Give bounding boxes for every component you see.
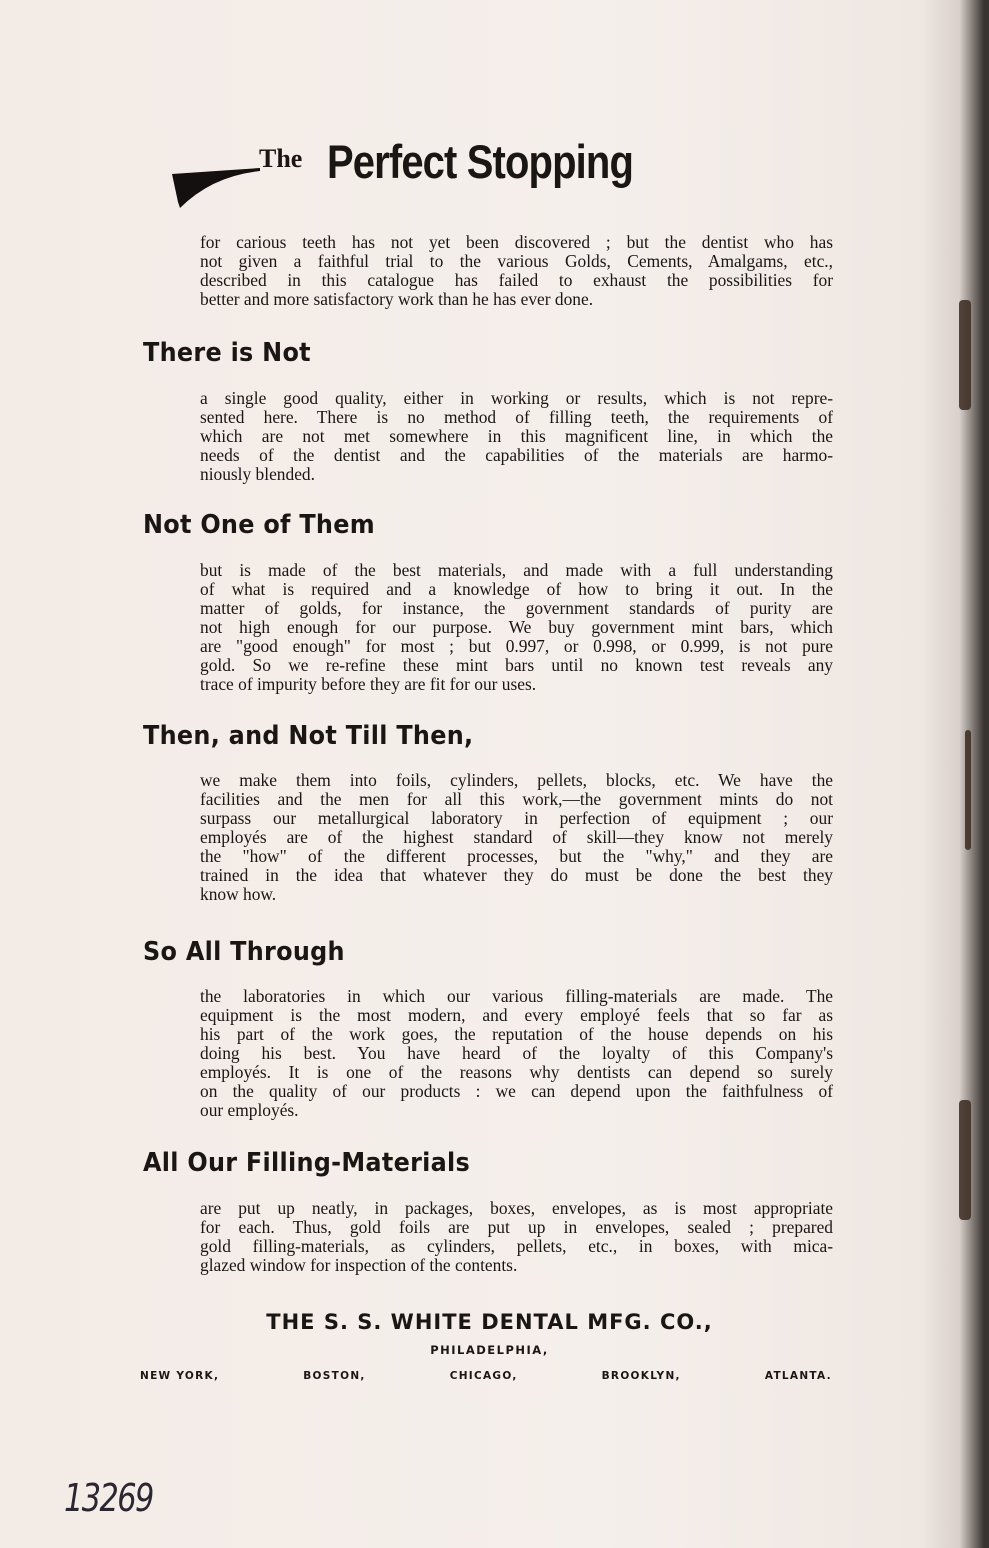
text-line: needs of the dentist and the capabilities of the materials are harmo- — [200, 445, 833, 465]
section-heading: So All Through — [143, 937, 345, 967]
section-paragraph — [200, 389, 833, 484]
text-line: gold filling-materials, as cylinders, pellets, etc., in boxes, with mica- — [200, 1236, 833, 1256]
section-heading: Then, and Not Till Then, — [143, 721, 474, 751]
city: NEW YORK, — [140, 1370, 220, 1382]
text-line: glazed window for inspection of the contents. — [200, 1255, 518, 1275]
text-line: are "good enough" for most ; but 0.997, or 0.998, or 0.999, is not pure — [200, 636, 833, 656]
section-paragraph — [200, 1199, 833, 1275]
title-main: Perfect Stopping — [327, 135, 634, 188]
text-line: the laboratories in which our various filling-materials are made. The — [200, 986, 833, 1006]
binding-mark — [959, 300, 971, 410]
text-line: doing his best. You have heard of the loyalty of this Company's — [200, 1043, 833, 1063]
headquarters: PHILADELPHIA, — [430, 1343, 549, 1357]
text-line: equipment is the most modern, and every employé feels that so far as — [200, 1005, 833, 1025]
city: BROOKLYN, — [601, 1370, 681, 1382]
text-line: trained in the idea that whatever they do must be done the best they — [200, 865, 833, 885]
text-line: know how. — [200, 884, 277, 904]
section-paragraph — [200, 771, 833, 904]
text-line: the "how" of the different processes, but the "why," and they are — [200, 846, 833, 866]
text-line: niously blended. — [200, 464, 315, 484]
section-heading: There is Not — [143, 338, 311, 368]
text-line: trace of impurity before they are fit for our uses. — [200, 674, 537, 694]
text-line: which are not met somewhere in this magnificent line, in which the — [200, 426, 833, 446]
text-line: we make them into foils, cylinders, pellets, blocks, etc. We have the — [200, 770, 833, 790]
text-line: better and more satisfactory work than he has ever done. — [200, 289, 594, 309]
swoosh-ornament-icon — [172, 168, 262, 210]
text-line: employés. It is one of the reasons why dentists can depend so surely — [200, 1062, 833, 1082]
text-line: surpass our metallurgical laboratory in perfection of equipment ; our — [200, 808, 833, 828]
city: CHICAGO, — [449, 1370, 518, 1382]
section-paragraph — [200, 561, 833, 694]
text-line: a single good quality, either in working or results, which is not repre- — [200, 388, 833, 408]
text-line: our employés. — [200, 1100, 299, 1120]
binding-mark — [965, 730, 971, 850]
text-line: facilities and the men for all this work,—the government mints do not — [200, 789, 833, 809]
text-line: not high enough for our purpose. We buy government mint bars, which — [200, 617, 833, 637]
city: BOSTON, — [303, 1370, 366, 1382]
section-paragraph — [200, 987, 833, 1120]
branch-cities — [140, 1370, 832, 1382]
text-line: described in this catalogue has failed to exhaust the possibilities for — [200, 270, 833, 290]
company-name: THE S. S. WHITE DENTAL MFG. CO., — [266, 1310, 713, 1334]
text-line: are put up neatly, in packages, boxes, envelopes, as is most appropriate — [200, 1198, 833, 1218]
text-line: employés are of the highest standard of skill—they know not merely — [200, 827, 833, 847]
text-line: for carious teeth has not yet been discovered ; but the dentist who has — [200, 232, 833, 252]
binding-mark — [959, 1100, 971, 1220]
text-line: sented here. There is no method of filling teeth, the requirements of — [200, 407, 833, 427]
text-line: but is made of the best materials, and made with a full understanding — [200, 560, 833, 580]
intro-paragraph — [200, 233, 833, 309]
section-heading: All Our Filling-Materials — [143, 1148, 471, 1178]
text-line: for each. Thus, gold foils are put up in envelopes, sealed ; prepared — [200, 1217, 833, 1237]
text-line: on the quality of our products : we can depend upon the faithfulness of — [200, 1081, 833, 1101]
section-heading: Not One of Them — [143, 510, 375, 540]
city: ATLANTA. — [764, 1370, 832, 1382]
handwritten-number: 13269 — [64, 1476, 153, 1520]
text-line: of what is required and a knowledge of how to bring it out. In the — [200, 579, 833, 599]
text-line: his part of the work goes, the reputation of the house depends on his — [200, 1024, 833, 1044]
text-line: not given a faithful trial to the various Golds, Cements, Amalgams, etc., — [200, 251, 833, 271]
title-prefix: The — [259, 144, 303, 173]
text-line: gold. So we re-refine these mint bars until no known test reveals any — [200, 655, 833, 675]
text-line: matter of golds, for instance, the government standards of purity are — [200, 598, 833, 618]
